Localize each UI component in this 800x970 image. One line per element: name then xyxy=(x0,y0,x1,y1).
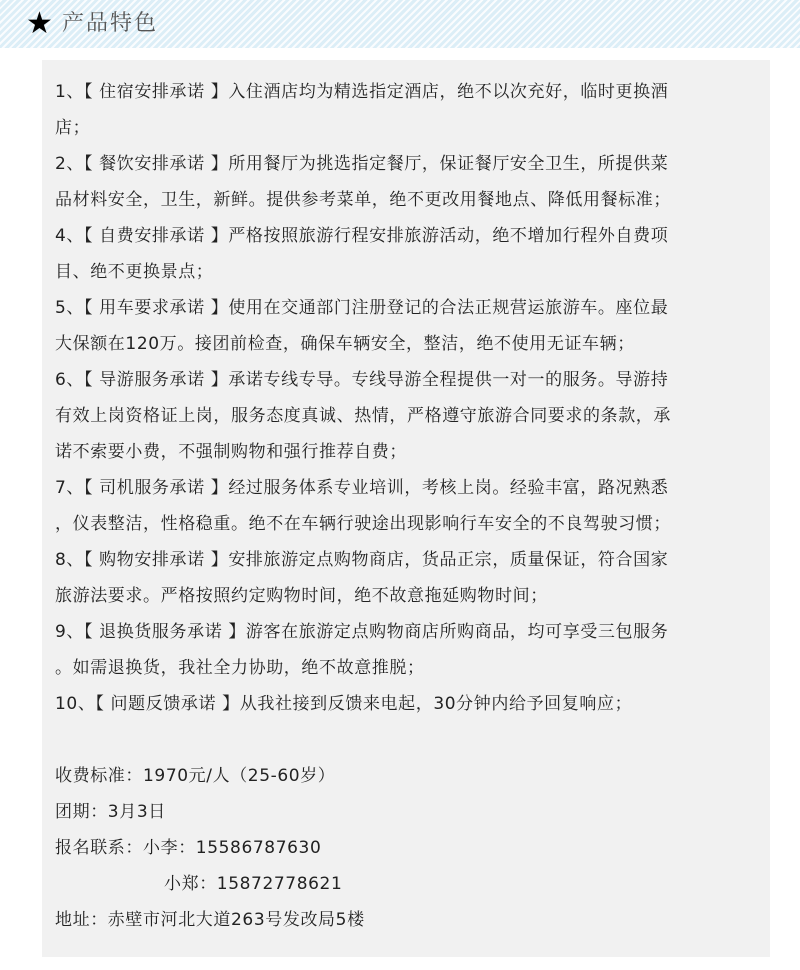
contact-text-secondary: 小郑：15872778621 xyxy=(164,874,343,894)
promise-line: 9、【 退换货服务承诺 】游客在旅游定点购物商店所购商品，均可享受三包服务 xyxy=(55,622,669,642)
promise-line: 。如需退换货，我社全力协助，绝不故意推脱； xyxy=(55,658,425,678)
promise-line: 4、【 自费安排承诺 】严格按照旅游行程安排旅游活动，绝不增加行程外自费项 xyxy=(55,226,669,246)
promise-line: 8、【 购物安排承诺 】安排旅游定点购物商店，货品正宗，质量保证，符合国家 xyxy=(55,550,669,570)
promise-line: 诺不索要小费，不强制购物和强行推荐自费； xyxy=(55,442,407,462)
content-panel xyxy=(42,60,770,957)
promise-line: 目、绝不更换景点； xyxy=(55,262,214,282)
promise-line: 6、【 导游服务承诺 】承诺专线专导。专线导游全程提供一对一的服务。导游持 xyxy=(55,370,669,390)
section-title: 产品特色 xyxy=(62,11,159,36)
fee-text: 收费标准：1970元/人（25-60岁） xyxy=(55,766,336,786)
promise-line: 大保额在120万。接团前检查，确保车辆安全，整洁，绝不使用无证车辆； xyxy=(55,334,635,354)
promise-line: 旅游法要求。严格按照约定购物时间，绝不故意拖延购物时间； xyxy=(55,586,548,606)
promise-line: ，仪表整洁，性格稳重。绝不在车辆行驶途出现影响行车安全的不良驾驶习惯； xyxy=(55,514,671,534)
promise-line: 5、【 用车要求承诺 】使用在交通部门注册登记的合法正规营运旅游车。座位最 xyxy=(55,298,669,318)
tour-date-text: 团期：3月3日 xyxy=(55,802,166,822)
promise-line: 10、【 问题反馈承诺 】从我社接到反馈来电起，30分钟内给予回复响应； xyxy=(55,694,633,714)
star-icon: ★ xyxy=(26,6,53,41)
section-header xyxy=(0,0,800,48)
promise-line: 2、【 餐饮安排承诺 】所用餐厅为挑选指定餐厅，保证餐厅安全卫生，所提供菜 xyxy=(55,154,669,174)
contact-text: 报名联系：小李：15586787630 xyxy=(55,838,322,858)
promise-line: 7、【 司机服务承诺 】经过服务体系专业培训，考核上岗。经验丰富，路况熟悉 xyxy=(55,478,669,498)
promise-line: 有效上岗资格证上岗，服务态度真诚、热情，严格遵守旅游合同要求的条款，承 xyxy=(55,406,671,426)
promise-line: 1、【 住宿安排承诺 】入住酒店均为精选指定酒店，绝不以次充好，临时更换酒 xyxy=(55,82,669,102)
address-text: 地址：赤壁市河北大道263号发改局5楼 xyxy=(55,910,365,930)
promise-line: 店； xyxy=(55,118,91,138)
promise-line: 品材料安全，卫生，新鲜。提供参考菜单，绝不更改用餐地点、降低用餐标准； xyxy=(55,190,671,210)
